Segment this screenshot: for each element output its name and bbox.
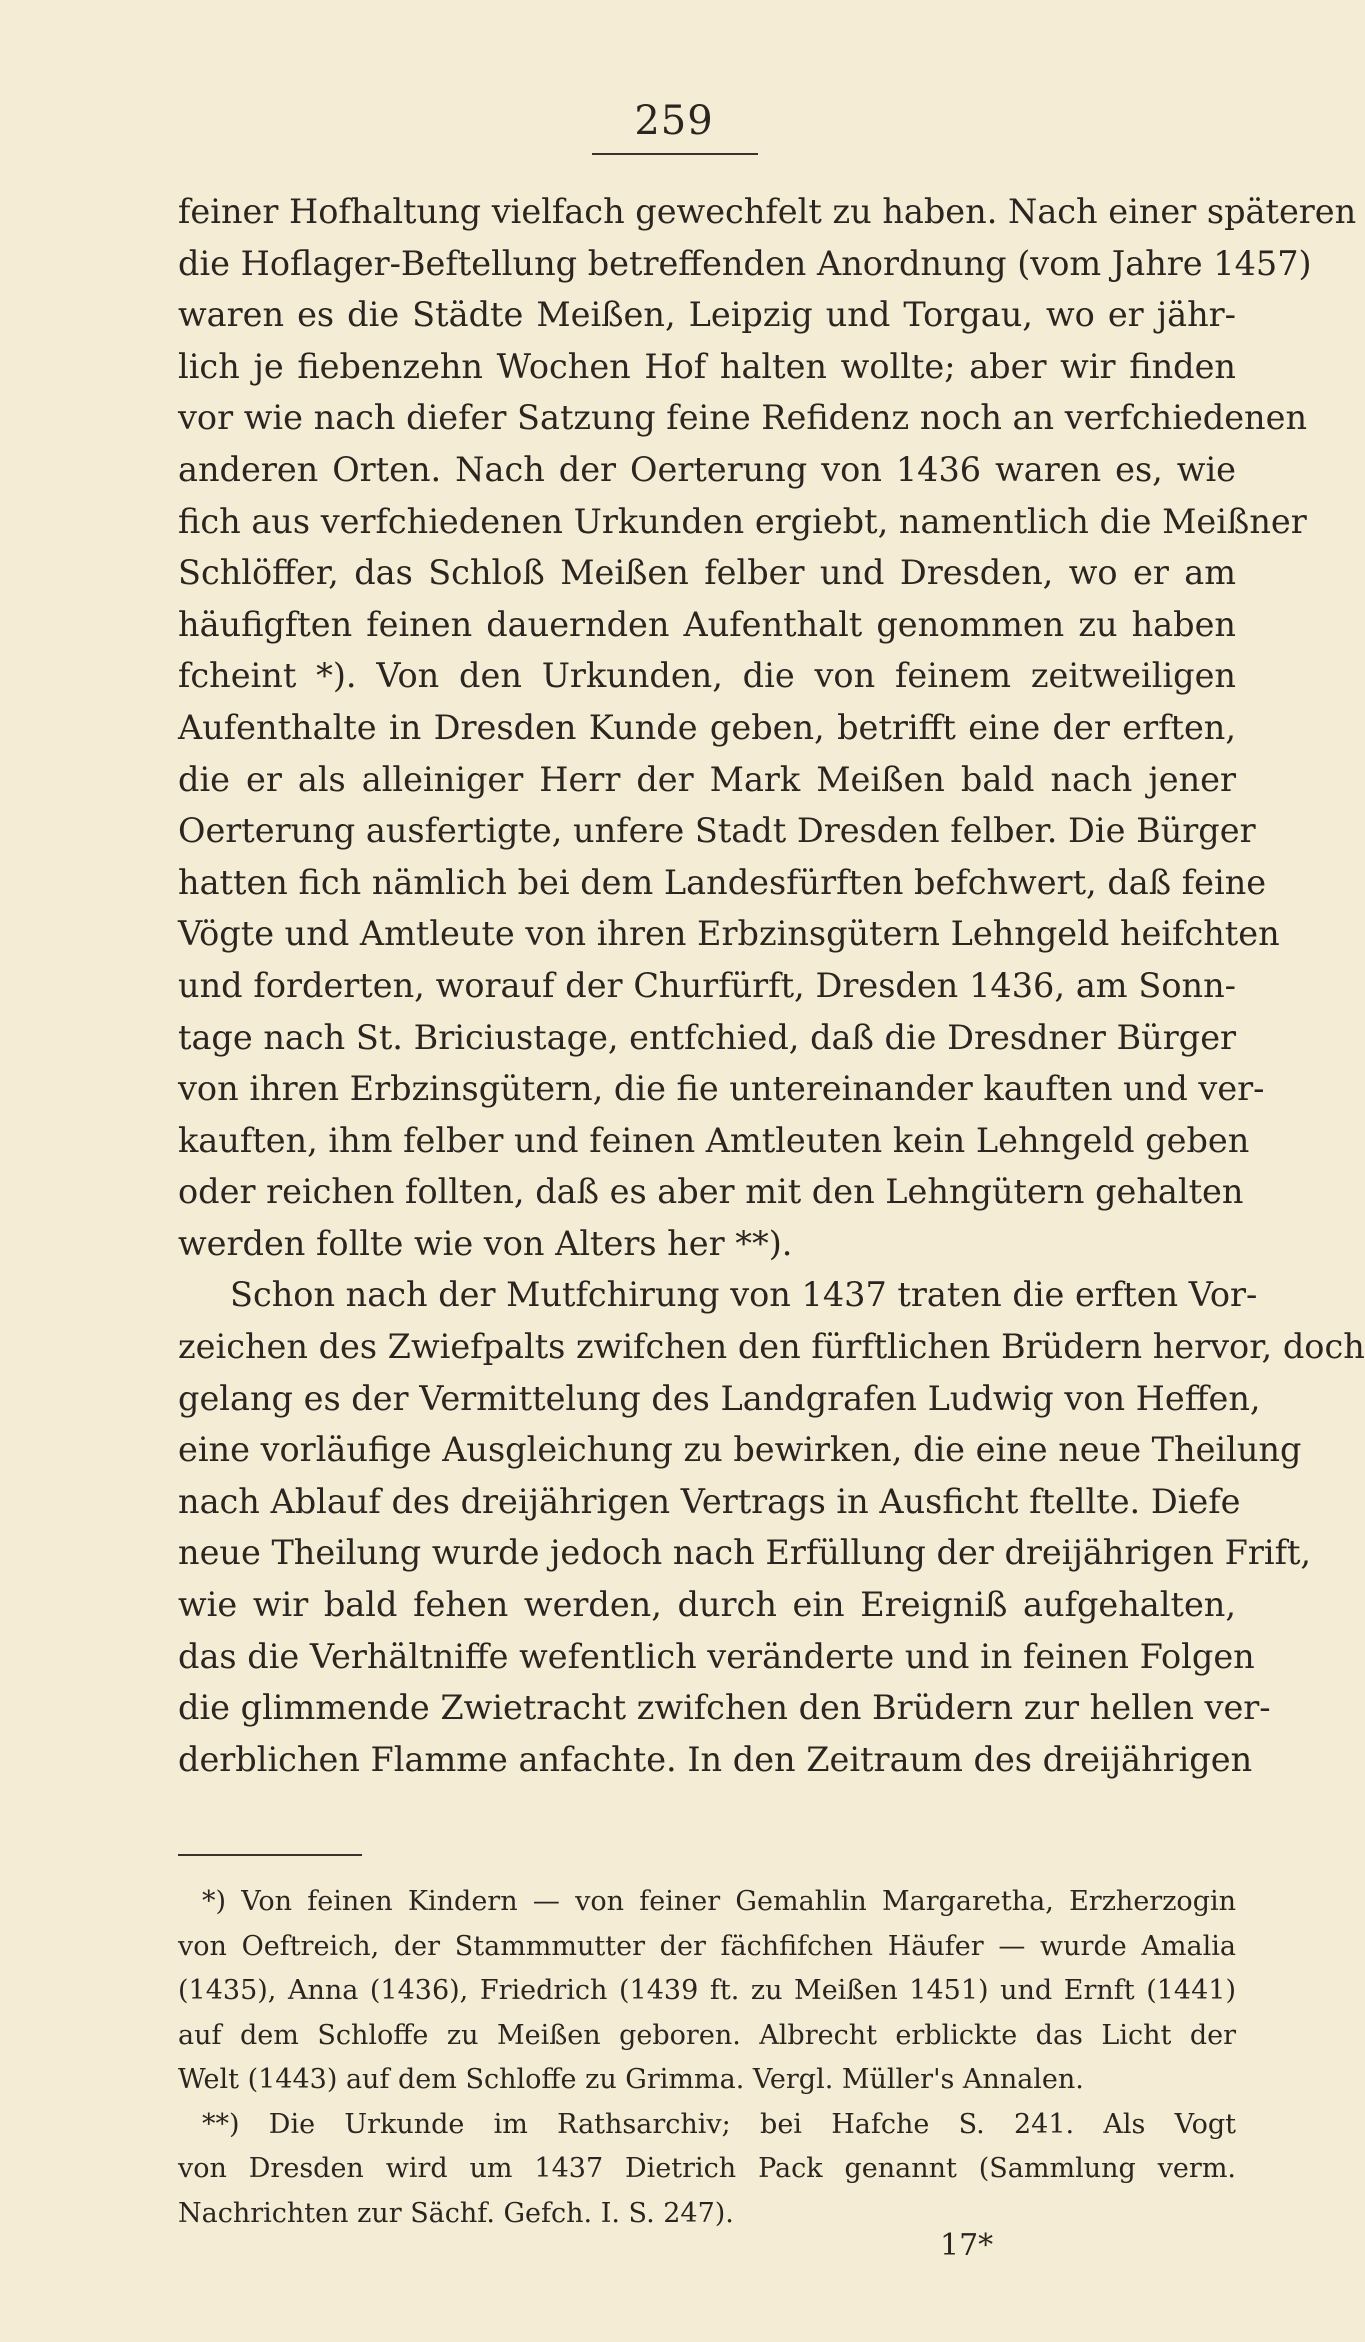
body-line: derblichen Flamme anfachte. In den Zeitraum des dreijährigen <box>178 1739 1253 1779</box>
body-line: waren es die Städte Meißen, Leipzig und Torgau, wo er jähr- <box>178 295 1236 335</box>
body-line: das die Verhältniffe wefentlich veränderte und in feinen Folgen <box>178 1636 1255 1676</box>
footnote-line: auf dem Schloffe zu Meißen geboren. Albrecht erblickte das Licht der <box>178 2019 1236 2051</box>
body-line: lich je fiebenzehn Wochen Hof halten wollte; aber wir finden <box>178 346 1236 386</box>
footnote-line: Nachrichten zur Sächf. Gefch. I. S. 247). <box>178 2197 734 2229</box>
body-line: Aufenthalte in Dresden Kunde geben, betrifft eine der erften, <box>178 707 1236 747</box>
footnote-line: *) Von feinen Kindern — von feiner Gemahlin Margaretha, Erzherzogin <box>202 1886 1236 1917</box>
page-number: 259 <box>634 98 714 144</box>
body-line: kauften, ihm felber und feinen Amtleuten kein Lehngeld geben <box>178 1120 1250 1160</box>
footnote-line: (1435), Anna (1436), Friedrich (1439 ft. zu Meißen 1451) und Ernft (1441) <box>178 1975 1236 2006</box>
body-line: anderen Orten. Nach der Oerterung von 1436 waren es, wie <box>178 449 1236 489</box>
body-line: eine vorläufige Ausgleichung zu bewirken, die eine neue Theilung <box>178 1430 1302 1470</box>
body-line: die Hoflager-Beftellung betreffenden Anordnung (vom Jahre 1457) <box>178 243 1312 283</box>
footnote-rule <box>178 1854 362 1856</box>
body-line: vor wie nach diefer Satzung feine Refidenz noch an verfchiedenen <box>178 398 1308 438</box>
body-text <box>178 186 1365 1785</box>
footnote-line: Welt (1443) auf dem Schloffe zu Grimma. Vergl. Müller's Annalen. <box>178 2064 1084 2095</box>
body-line: wie wir bald fehen werden, durch ein Ereigniß aufgehalten, <box>178 1585 1236 1625</box>
body-line: hatten fich nämlich bei dem Landesfürften befchwert, daß feine <box>178 862 1267 902</box>
footnotes <box>178 1880 1236 2236</box>
footnote-line: **) Die Urkunde im Rathsarchiv; bei Hafche S. 241. Als Vogt <box>202 2108 1236 2140</box>
body-line: häufigften feinen dauernden Aufenthalt genommen zu haben <box>178 604 1236 644</box>
body-line: die glimmende Zwietracht zwifchen den Brüdern zur hellen ver- <box>178 1688 1271 1728</box>
body-line: Schon nach der Mutfchirung von 1437 traten die erften Vor- <box>230 1275 1258 1315</box>
body-line: werden follte wie von Alters her **). <box>178 1223 793 1263</box>
header-rule <box>592 153 758 155</box>
body-line: und forderten, worauf der Churfürft, Dresden 1436, am Sonn- <box>178 965 1236 1005</box>
body-line: feiner Hofhaltung vielfach gewechfelt zu haben. Nach einer späteren <box>178 192 1357 231</box>
footnote-line: von Oeftreich, der Stammmutter der fächfifchen Häufer — wurde Amalia <box>178 1930 1236 1962</box>
body-line: nach Ablauf des dreijährigen Vertrags in Ausficht ftellte. Diefe <box>178 1481 1241 1521</box>
body-line: fich aus verfchiedenen Urkunden ergiebt, namentlich die Meißner <box>178 501 1307 541</box>
body-line: neue Theilung wurde jedoch nach Erfüllung der dreijährigen Frift, <box>178 1533 1312 1573</box>
body-line: Vögte und Amtleute von ihren Erbzinsgütern Lehngeld heifchten <box>178 914 1280 954</box>
body-line: Oerterung ausfertigte, unfere Stadt Dresden felber. Die Bürger <box>178 811 1256 851</box>
footnote-line: von Dresden wird um 1437 Dietrich Pack genannt (Sammlung verm. <box>178 2153 1236 2184</box>
body-line: tage nach St. Briciustage, entfchied, daß die Dresdner Bürger <box>178 1017 1237 1057</box>
body-line: gelang es der Vermittelung des Landgrafen Ludwig von Heffen, <box>178 1378 1261 1418</box>
body-line: fcheint *). Von den Urkunden, die von feinem zeitweiligen <box>178 656 1236 696</box>
body-line: von ihren Erbzinsgütern, die fie untereinander kauften und ver- <box>178 1069 1265 1109</box>
body-line: Schlöffer, das Schloß Meißen felber und Dresden, wo er am <box>178 553 1236 593</box>
body-line: zeichen des Zwiefpalts zwifchen den fürftlichen Brüdern hervor, doch <box>178 1327 1365 1367</box>
body-line: oder reichen follten, daß es aber mit den Lehngütern gehalten <box>178 1172 1244 1212</box>
body-line: die er als alleiniger Herr der Mark Meißen bald nach jener <box>178 759 1236 799</box>
signature-mark: 17* <box>940 2228 994 2263</box>
